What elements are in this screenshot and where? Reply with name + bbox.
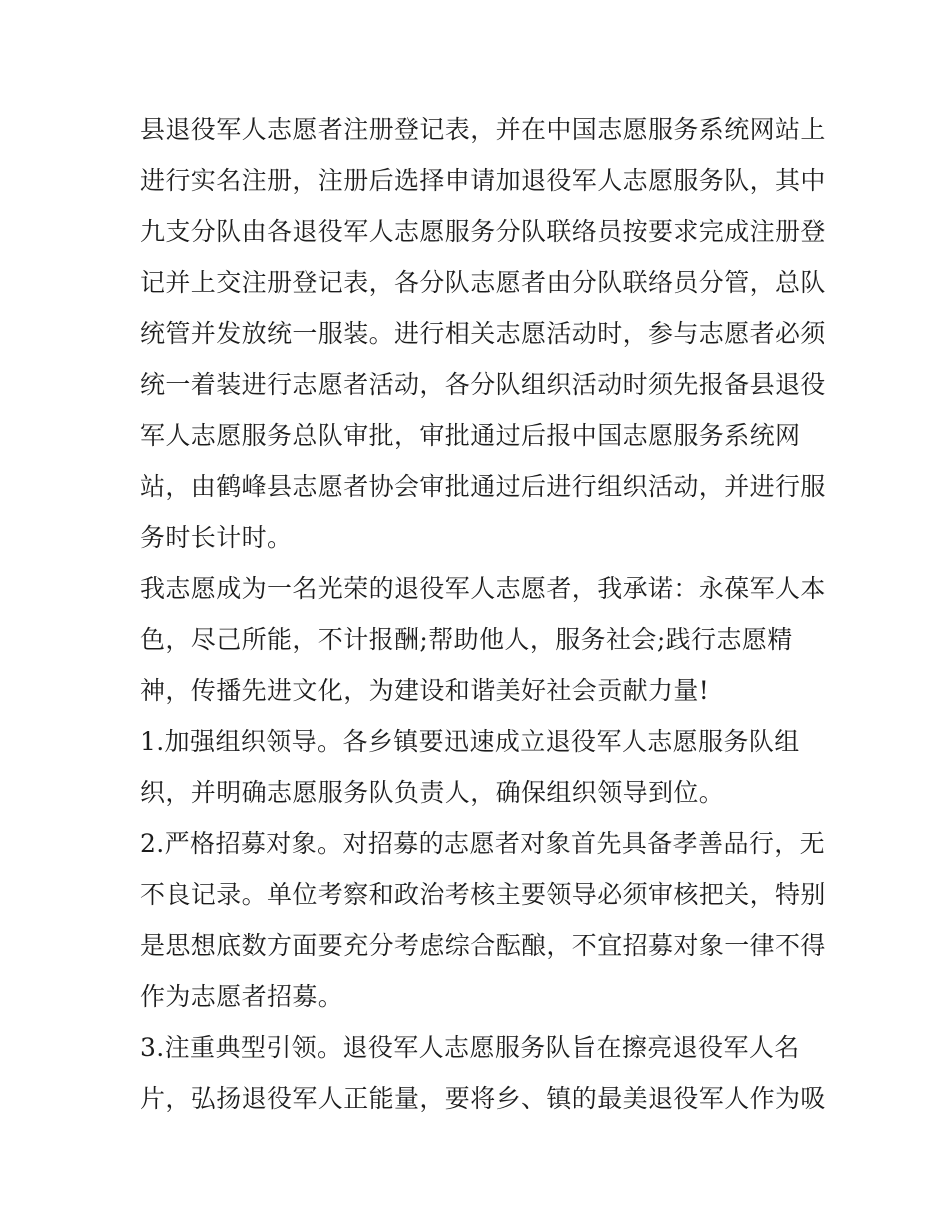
- text-line: 片，弘扬退役军人正能量，要将乡、镇的最美退役军人作为吸: [140, 1084, 826, 1113]
- text-line: 色，尽己所能，不计报酬;帮助他人，服务社会;践行志愿精: [140, 625, 793, 654]
- text-line: 统管并发放统一服装。进行相关志愿活动时，参与志愿者必须: [140, 319, 826, 348]
- text-line: 进行实名注册，注册后选择申请加退役军人志愿服务队，其中: [140, 166, 826, 195]
- text-line: 九支分队由各退役军人志愿服务分队联络员按要求完成注册登: [140, 217, 826, 246]
- text-line: 军人志愿服务总队审批，审批通过后报中国志愿服务系统网: [140, 421, 801, 450]
- text-line: 神，传播先进文化，为建设和谐美好社会贡献力量!: [140, 676, 710, 705]
- text-line: 站，由鹤峰县志愿者协会审批通过后进行组织活动，并进行服: [140, 472, 826, 501]
- text-line: 2.严格招募对象。对招募的志愿者对象首先具备孝善品行，无: [140, 829, 826, 858]
- text-line: 不良记录。单位考察和政治考核主要领导必须审核把关，特别: [140, 880, 826, 909]
- text-line: 3.注重典型引领。退役军人志愿服务队旨在擦亮退役军人名: [140, 1033, 800, 1062]
- text-line: 是思想底数方面要充分考虑综合酝酿，不宜招募对象一律不得: [140, 931, 826, 960]
- text-line: 织，并明确志愿服务队负责人，确保组织领导到位。: [140, 778, 725, 807]
- text-line: 务时长计时。: [140, 523, 293, 552]
- document-body: [140, 104, 830, 1124]
- text-line: 记并上交注册登记表，各分队志愿者由分队联络员分管，总队: [140, 268, 826, 297]
- text-line: 县退役军人志愿者注册登记表，并在中国志愿服务系统网站上: [140, 115, 826, 144]
- text-line: 我志愿成为一名光荣的退役军人志愿者，我承诺：永葆军人本: [140, 574, 826, 603]
- text-line: 作为志愿者招募。: [140, 982, 344, 1011]
- text-line: 1.加强组织领导。各乡镇要迅速成立退役军人志愿服务队组: [140, 727, 800, 756]
- text-line: 统一着装进行志愿者活动，各分队组织活动时须先报备县退役: [140, 370, 826, 399]
